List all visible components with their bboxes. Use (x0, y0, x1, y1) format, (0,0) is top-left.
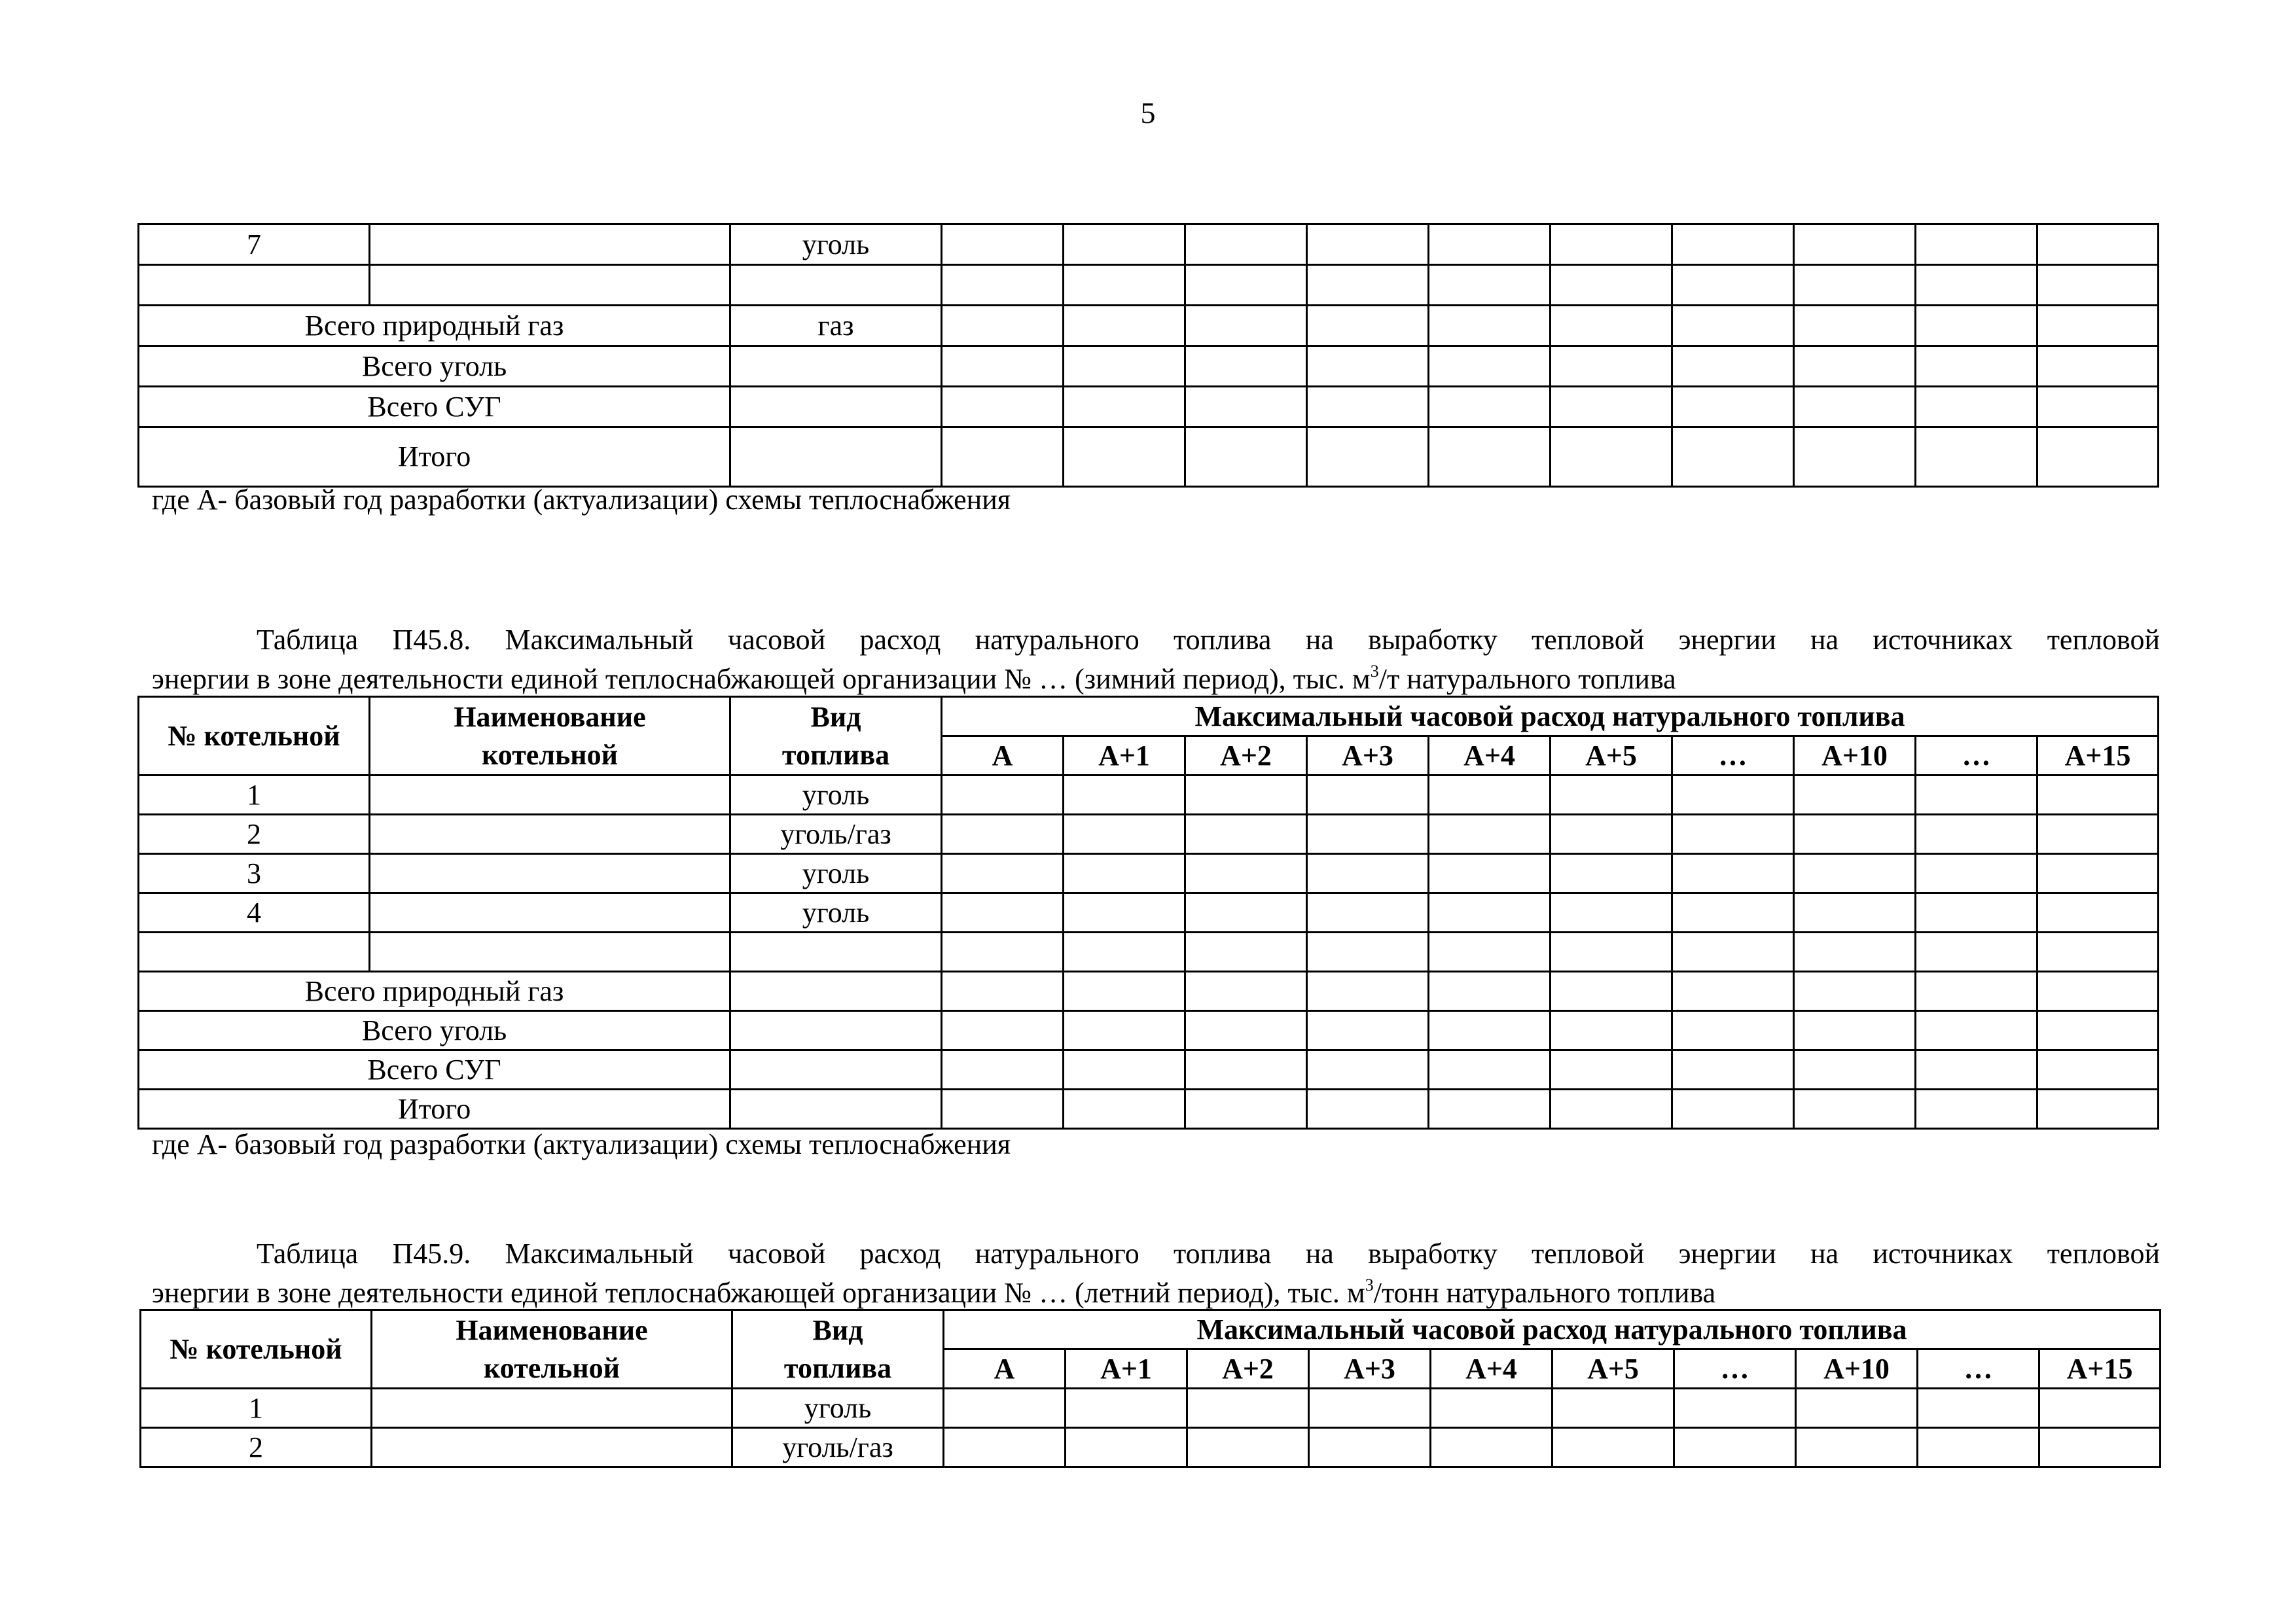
fuel-type-cell (730, 1090, 942, 1129)
fuel-type-cell: уголь (732, 1389, 944, 1428)
value-cell (1551, 1090, 1672, 1129)
fuel-type-cell (730, 933, 942, 972)
fuel-type-cell: газ (730, 306, 942, 346)
value-cell (1551, 1011, 1672, 1050)
value-cell (1672, 224, 1794, 265)
header-fuel-type (730, 697, 942, 776)
fuel-type-cell (730, 1050, 942, 1090)
value-cell (942, 427, 1064, 487)
value-cell (1796, 1389, 1918, 1428)
value-cell (942, 306, 1064, 346)
boiler-name-cell (370, 224, 730, 265)
value-cell (1307, 933, 1429, 972)
value-cell (1916, 346, 2037, 387)
value-cell (1185, 854, 1307, 893)
value-cell (1794, 265, 1916, 306)
value-cell (1185, 815, 1307, 854)
fuel-type-cell: уголь (730, 893, 942, 933)
value-cell (1064, 1090, 1185, 1129)
total-row (139, 427, 2159, 487)
value-cell (2039, 1389, 2161, 1428)
value-cell (1551, 893, 1672, 933)
caption-text: /тонн натурального топлива (1373, 1277, 1716, 1309)
value-cell (1794, 854, 1916, 893)
value-cell (1429, 854, 1551, 893)
value-cell (942, 224, 1064, 265)
value-cell (1429, 346, 1551, 387)
value-cell (942, 1050, 1064, 1090)
value-cell (942, 265, 1064, 306)
value-cell (1064, 224, 1185, 265)
value-cell (1916, 306, 2037, 346)
value-cell (1672, 854, 1794, 893)
boiler-name-cell (370, 933, 730, 972)
value-cell (1672, 1050, 1794, 1090)
value-cell (1551, 1050, 1672, 1090)
value-cell (1185, 265, 1307, 306)
header-max-consumption: Максимальный часовой расход натурального топлива (944, 1310, 2161, 1349)
value-cell (1794, 1050, 1916, 1090)
value-cell (1794, 427, 1916, 487)
value-cell (1185, 776, 1307, 815)
value-cell (1551, 224, 1672, 265)
header-text: Вид (810, 700, 861, 733)
boiler-name-cell (372, 1428, 732, 1467)
total-label-cell: Всего уголь (139, 1011, 730, 1050)
value-cell (1185, 427, 1307, 487)
value-cell (1551, 815, 1672, 854)
value-cell (942, 815, 1064, 854)
value-cell (1794, 1090, 1916, 1129)
value-cell (1916, 815, 2037, 854)
value-cell (1916, 1011, 2037, 1050)
table-row (139, 265, 2159, 306)
value-cell (1672, 776, 1794, 815)
boiler-num-cell: 7 (139, 224, 370, 265)
header-row (139, 697, 2159, 736)
value-cell (1429, 387, 1551, 427)
value-cell (1429, 427, 1551, 487)
value-cell (1307, 1090, 1429, 1129)
value-cell (1672, 387, 1794, 427)
value-cell (1064, 346, 1185, 387)
boiler-name-cell (370, 815, 730, 854)
value-cell (1916, 265, 2037, 306)
caption-line: Таблица П45.8. Максимальный часовой расход натурального топлива на выработку тепловой энергии на источниках тепловой (257, 624, 2160, 656)
total-label-cell: Итого (139, 1090, 730, 1129)
value-cell (942, 1011, 1064, 1050)
value-cell (1551, 933, 1672, 972)
value-cell (2037, 893, 2159, 933)
caption-text: /т натурального топлива (1378, 663, 1676, 695)
total-label-cell: Всего уголь (139, 346, 730, 387)
value-cell (1185, 1050, 1307, 1090)
value-cell (1066, 1428, 1187, 1467)
value-cell (1307, 224, 1429, 265)
header-text: Наименование (454, 700, 646, 733)
value-cell (1552, 1389, 1674, 1428)
value-cell (1794, 933, 1916, 972)
value-cell (942, 1090, 1064, 1129)
value-cell (944, 1389, 1066, 1428)
value-cell (1794, 346, 1916, 387)
value-cell (1187, 1389, 1309, 1428)
table-row (139, 893, 2159, 933)
total-row (139, 346, 2159, 387)
value-cell (1066, 1389, 1187, 1428)
header-fuel-type (732, 1310, 944, 1389)
caption-superscript: 3 (1365, 1275, 1374, 1294)
total-row (139, 306, 2159, 346)
value-cell (1794, 306, 1916, 346)
total-label-cell: Итого (139, 427, 730, 487)
header-text: топлива (781, 738, 890, 771)
table-note: где А- базовый год разработки (актуализации) схемы теплоснабжения (152, 1128, 1011, 1160)
total-row (139, 1090, 2159, 1129)
boiler-num-cell: 3 (139, 854, 370, 893)
header-year: А+15 (2037, 736, 2159, 776)
value-cell (1551, 387, 1672, 427)
total-label-cell: Всего природный газ (139, 306, 730, 346)
value-cell (1185, 346, 1307, 387)
caption-text: энергии в зоне деятельности единой теплоснабжающей организации № … (зимний период), тыс. м (152, 663, 1371, 695)
value-cell (2037, 1090, 2159, 1129)
value-cell (1918, 1389, 2039, 1428)
value-cell (1916, 972, 2037, 1011)
total-label-cell: Всего природный газ (139, 972, 730, 1011)
table-row (139, 815, 2159, 854)
value-cell (1307, 776, 1429, 815)
value-cell (1429, 815, 1551, 854)
value-cell (2037, 972, 2159, 1011)
value-cell (1307, 265, 1429, 306)
value-cell (1672, 427, 1794, 487)
boiler-num-cell: 2 (139, 815, 370, 854)
value-cell (1307, 1011, 1429, 1050)
value-cell (1916, 893, 2037, 933)
value-cell (1794, 893, 1916, 933)
value-cell (2037, 265, 2159, 306)
header-year: А+10 (1794, 736, 1916, 776)
value-cell (2037, 1011, 2159, 1050)
table-row (139, 224, 2159, 265)
value-cell (1307, 1050, 1429, 1090)
value-cell (1672, 265, 1794, 306)
value-cell (942, 387, 1064, 427)
header-year: А+10 (1796, 1349, 1918, 1389)
value-cell (1429, 265, 1551, 306)
caption-text: энергии в зоне деятельности единой теплоснабжающей организации № … (летний период), тыс. м (152, 1277, 1365, 1309)
value-cell (1064, 265, 1185, 306)
fuel-type-cell (730, 1011, 942, 1050)
header-year: А (942, 736, 1064, 776)
value-cell (1551, 776, 1672, 815)
boiler-num-cell: 4 (139, 893, 370, 933)
table-continued (137, 223, 2159, 488)
total-label-cell: Всего СУГ (139, 1050, 730, 1090)
fuel-type-cell: уголь/газ (730, 815, 942, 854)
value-cell (1187, 1428, 1309, 1467)
value-cell (1429, 972, 1551, 1011)
value-cell (2037, 815, 2159, 854)
value-cell (1672, 306, 1794, 346)
value-cell (1185, 1090, 1307, 1129)
value-cell (1672, 1011, 1794, 1050)
value-cell (1429, 893, 1551, 933)
table-9 (139, 1309, 2161, 1468)
page-number: 5 (1140, 96, 1156, 130)
value-cell (942, 933, 1064, 972)
value-cell (2037, 854, 2159, 893)
header-year: А+4 (1431, 1349, 1552, 1389)
total-row (139, 1050, 2159, 1090)
value-cell (1185, 972, 1307, 1011)
table-row (139, 854, 2159, 893)
value-cell (1064, 893, 1185, 933)
value-cell (2037, 427, 2159, 487)
value-cell (1307, 815, 1429, 854)
header-year: А+3 (1309, 1349, 1431, 1389)
header-text: котельной (482, 738, 618, 771)
value-cell (2037, 387, 2159, 427)
boiler-num-cell: 1 (139, 776, 370, 815)
total-row (139, 387, 2159, 427)
header-year: … (1918, 1349, 2039, 1389)
value-cell (2037, 933, 2159, 972)
boiler-num-cell (139, 265, 370, 306)
header-year: А+1 (1064, 736, 1185, 776)
boiler-name-cell (370, 893, 730, 933)
value-cell (1674, 1428, 1796, 1467)
header-row (141, 1310, 2161, 1349)
value-cell (1429, 933, 1551, 972)
value-cell (1916, 776, 2037, 815)
total-label-cell: Всего СУГ (139, 387, 730, 427)
table-row (139, 933, 2159, 972)
value-cell (1307, 346, 1429, 387)
header-text: Вид (812, 1313, 863, 1346)
table-row (141, 1389, 2161, 1428)
header-text: топлива (783, 1351, 892, 1384)
value-cell (1064, 815, 1185, 854)
boiler-num-cell (139, 933, 370, 972)
value-cell (942, 972, 1064, 1011)
value-cell (1429, 306, 1551, 346)
header-year: А+5 (1552, 1349, 1674, 1389)
boiler-num-cell: 2 (141, 1428, 372, 1467)
fuel-type-cell: уголь/газ (732, 1428, 944, 1467)
header-year: А+2 (1187, 1349, 1309, 1389)
value-cell (1916, 854, 2037, 893)
value-cell (1794, 1011, 1916, 1050)
table-row (139, 776, 2159, 815)
value-cell (1307, 893, 1429, 933)
header-max-consumption: Максимальный часовой расход натурального топлива (942, 697, 2159, 736)
value-cell (1916, 933, 2037, 972)
value-cell (1309, 1389, 1431, 1428)
fuel-type-cell (730, 387, 942, 427)
value-cell (2037, 224, 2159, 265)
table-9-caption (152, 1234, 2160, 1313)
value-cell (1431, 1428, 1552, 1467)
value-cell (1307, 427, 1429, 487)
value-cell (1551, 427, 1672, 487)
value-cell (1672, 893, 1794, 933)
value-cell (1429, 224, 1551, 265)
header-text: котельной (484, 1351, 620, 1384)
value-cell (1551, 265, 1672, 306)
value-cell (2037, 346, 2159, 387)
caption-line (152, 1274, 2160, 1313)
header-year: А (944, 1349, 1066, 1389)
header-boiler-num: № котельной (141, 1310, 372, 1389)
fuel-type-cell: уголь (730, 776, 942, 815)
value-cell (1551, 306, 1672, 346)
value-cell (942, 854, 1064, 893)
table-row (141, 1428, 2161, 1467)
value-cell (2039, 1428, 2161, 1467)
table-8 (137, 696, 2159, 1130)
value-cell (1307, 306, 1429, 346)
value-cell (942, 893, 1064, 933)
table-8-caption (152, 620, 2160, 699)
value-cell (1674, 1389, 1796, 1428)
value-cell (1429, 776, 1551, 815)
fuel-type-cell: уголь (730, 854, 942, 893)
table-note: где А- базовый год разработки (актуализации) схемы теплоснабжения (152, 484, 1011, 516)
header-year: А+15 (2039, 1349, 2161, 1389)
value-cell (1551, 972, 1672, 1011)
value-cell (1551, 346, 1672, 387)
boiler-num-cell: 1 (141, 1389, 372, 1428)
value-cell (1672, 815, 1794, 854)
value-cell (1672, 346, 1794, 387)
value-cell (1916, 1090, 2037, 1129)
header-boiler-name (370, 697, 730, 776)
value-cell (1307, 972, 1429, 1011)
value-cell (1918, 1428, 2039, 1467)
boiler-name-cell (372, 1389, 732, 1428)
value-cell (1064, 972, 1185, 1011)
value-cell (1185, 387, 1307, 427)
header-year: … (1916, 736, 2037, 776)
value-cell (1185, 933, 1307, 972)
value-cell (1064, 933, 1185, 972)
value-cell (1672, 933, 1794, 972)
value-cell (1064, 427, 1185, 487)
fuel-type-cell (730, 427, 942, 487)
value-cell (1185, 306, 1307, 346)
value-cell (1064, 387, 1185, 427)
value-cell (942, 776, 1064, 815)
value-cell (2037, 306, 2159, 346)
value-cell (1794, 224, 1916, 265)
header-text: Наименование (456, 1313, 648, 1346)
value-cell (1307, 854, 1429, 893)
value-cell (1916, 427, 2037, 487)
header-year: А+1 (1066, 1349, 1187, 1389)
header-year: А+2 (1185, 736, 1307, 776)
header-year: А+3 (1307, 736, 1429, 776)
header-year: А+5 (1551, 736, 1672, 776)
value-cell (2037, 1050, 2159, 1090)
fuel-type-cell (730, 346, 942, 387)
value-cell (1064, 776, 1185, 815)
header-boiler-num: № котельной (139, 697, 370, 776)
value-cell (1064, 1011, 1185, 1050)
value-cell (1309, 1428, 1431, 1467)
value-cell (1794, 815, 1916, 854)
boiler-name-cell (370, 854, 730, 893)
value-cell (1429, 1011, 1551, 1050)
value-cell (1672, 972, 1794, 1011)
value-cell (1916, 224, 2037, 265)
value-cell (1185, 1011, 1307, 1050)
value-cell (1794, 387, 1916, 427)
caption-superscript: 3 (1370, 662, 1379, 681)
value-cell (1307, 387, 1429, 427)
value-cell (1794, 972, 1916, 1011)
header-boiler-name (372, 1310, 732, 1389)
value-cell (1185, 224, 1307, 265)
value-cell (944, 1428, 1066, 1467)
value-cell (1064, 306, 1185, 346)
fuel-type-cell (730, 265, 942, 306)
header-year: А+4 (1429, 736, 1551, 776)
total-row (139, 972, 2159, 1011)
value-cell (1916, 1050, 2037, 1090)
caption-line (152, 660, 2160, 699)
value-cell (1796, 1428, 1918, 1467)
value-cell (942, 346, 1064, 387)
boiler-name-cell (370, 265, 730, 306)
value-cell (1064, 854, 1185, 893)
fuel-type-cell (730, 972, 942, 1011)
value-cell (2037, 776, 2159, 815)
value-cell (1431, 1389, 1552, 1428)
value-cell (1429, 1050, 1551, 1090)
value-cell (1672, 1090, 1794, 1129)
header-year: … (1674, 1349, 1796, 1389)
header-year: … (1672, 736, 1794, 776)
value-cell (1064, 1050, 1185, 1090)
value-cell (1429, 1090, 1551, 1129)
value-cell (1552, 1428, 1674, 1467)
fuel-type-cell: уголь (730, 224, 942, 265)
caption-line: Таблица П45.9. Максимальный часовой расход натурального топлива на выработку тепловой энергии на источниках тепловой (257, 1238, 2160, 1270)
value-cell (1551, 854, 1672, 893)
total-row (139, 1011, 2159, 1050)
boiler-name-cell (370, 776, 730, 815)
value-cell (1185, 893, 1307, 933)
value-cell (1794, 776, 1916, 815)
value-cell (1916, 387, 2037, 427)
